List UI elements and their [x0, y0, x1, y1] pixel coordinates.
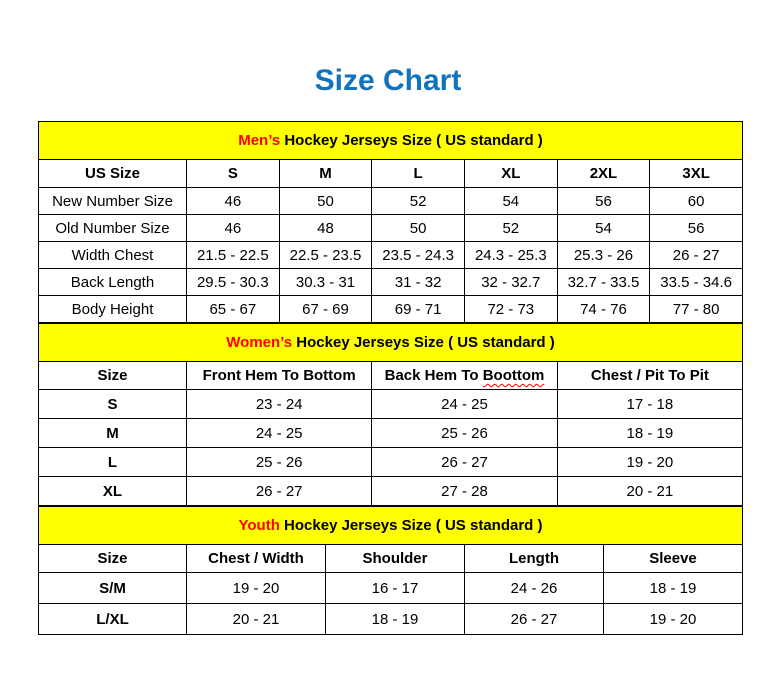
- mens-size-table: [38, 121, 743, 323]
- mens-row-2: [39, 242, 743, 269]
- mens-table-cell: 23.5 - 24.3: [372, 242, 465, 269]
- misspelled-word: Boottom: [482, 367, 545, 384]
- youth-section-row: [39, 507, 743, 545]
- womens-row-label: M: [39, 419, 187, 448]
- youth-table-cell: 18 - 19: [604, 573, 743, 604]
- youth-section-rest: Hockey Jerseys Size ( US standard ): [279, 517, 543, 534]
- womens-column-header-text: Back Hem To: [384, 367, 483, 384]
- womens-row-2: [39, 448, 743, 477]
- youth-table-cell: 16 - 17: [326, 573, 465, 604]
- womens-table-cell: 20 - 21: [557, 477, 742, 506]
- mens-table-cell: 60: [650, 188, 743, 215]
- mens-table-cell: 72 - 73: [464, 296, 557, 323]
- womens-row-3: [39, 477, 743, 506]
- mens-row-1: [39, 215, 743, 242]
- mens-row-0: [39, 188, 743, 215]
- mens-column-header-row: [39, 160, 743, 188]
- youth-section-highlight: Youth: [238, 517, 280, 534]
- youth-column-header-2: Shoulder: [326, 545, 465, 573]
- mens-row-label: Old Number Size: [39, 215, 187, 242]
- mens-table-cell: 56: [557, 188, 650, 215]
- womens-table-cell: 25 - 26: [372, 419, 557, 448]
- mens-row-label: New Number Size: [39, 188, 187, 215]
- youth-table-cell: 18 - 19: [326, 604, 465, 635]
- mens-column-header-4: XL: [464, 160, 557, 188]
- mens-row-label: Body Height: [39, 296, 187, 323]
- womens-table-cell: 19 - 20: [557, 448, 742, 477]
- womens-row-1: [39, 419, 743, 448]
- mens-column-header-6: 3XL: [650, 160, 743, 188]
- youth-column-header-4: Sleeve: [604, 545, 743, 573]
- mens-table-cell: 50: [279, 188, 372, 215]
- mens-section-row: [39, 122, 743, 160]
- mens-table-cell: 52: [372, 188, 465, 215]
- womens-size-table: [38, 323, 743, 506]
- womens-table-cell: 24 - 25: [187, 419, 372, 448]
- mens-row-label: Width Chest: [39, 242, 187, 269]
- youth-table-cell: 19 - 20: [604, 604, 743, 635]
- youth-row-label: L/XL: [39, 604, 187, 635]
- womens-table-cell: 25 - 26: [187, 448, 372, 477]
- mens-table-cell: 67 - 69: [279, 296, 372, 323]
- womens-section-rest: Hockey Jerseys Size ( US standard ): [292, 334, 555, 351]
- mens-row-label: Back Length: [39, 269, 187, 296]
- womens-row-label: L: [39, 448, 187, 477]
- mens-row-3: [39, 269, 743, 296]
- womens-column-header-0: Size: [39, 362, 187, 390]
- womens-row-label: S: [39, 390, 187, 419]
- size-chart: [38, 121, 742, 635]
- womens-column-header-2: [372, 362, 557, 390]
- mens-table-cell: 33.5 - 34.6: [650, 269, 743, 296]
- womens-section-row: [39, 324, 743, 362]
- mens-table-cell: 48: [279, 215, 372, 242]
- mens-table-cell: 69 - 71: [372, 296, 465, 323]
- womens-table-cell: 18 - 19: [557, 419, 742, 448]
- mens-table-cell: 22.5 - 23.5: [279, 242, 372, 269]
- youth-table-cell: 26 - 27: [465, 604, 604, 635]
- mens-table-cell: 46: [187, 215, 280, 242]
- mens-table-cell: 50: [372, 215, 465, 242]
- mens-table-cell: 54: [557, 215, 650, 242]
- womens-column-header-1: Front Hem To Bottom: [187, 362, 372, 390]
- youth-column-header-row: [39, 545, 743, 573]
- womens-row-label: XL: [39, 477, 187, 506]
- mens-table-cell: 29.5 - 30.3: [187, 269, 280, 296]
- mens-table-cell: 52: [464, 215, 557, 242]
- mens-table-cell: 24.3 - 25.3: [464, 242, 557, 269]
- mens-section-header: [39, 122, 743, 160]
- youth-column-header-1: Chest / Width: [187, 545, 326, 573]
- youth-column-header-0: Size: [39, 545, 187, 573]
- mens-section-highlight: Men’s: [238, 132, 281, 149]
- mens-table-cell: 31 - 32: [372, 269, 465, 296]
- mens-section-rest: Hockey Jerseys Size ( US standard ): [280, 132, 543, 149]
- mens-table-cell: 74 - 76: [557, 296, 650, 323]
- womens-table-cell: 26 - 27: [372, 448, 557, 477]
- womens-table-cell: 27 - 28: [372, 477, 557, 506]
- womens-column-header-3: Chest / Pit To Pit: [557, 362, 742, 390]
- womens-section-header: [39, 324, 743, 362]
- mens-table-cell: 54: [464, 188, 557, 215]
- womens-section-highlight: Women’s: [226, 334, 293, 351]
- womens-table-cell: 23 - 24: [187, 390, 372, 419]
- youth-row-0: [39, 573, 743, 604]
- youth-table-cell: 20 - 21: [187, 604, 326, 635]
- mens-column-header-3: L: [372, 160, 465, 188]
- mens-table-cell: 32 - 32.7: [464, 269, 557, 296]
- youth-table-cell: 24 - 26: [465, 573, 604, 604]
- mens-column-header-2: M: [279, 160, 372, 188]
- youth-row-1: [39, 604, 743, 635]
- mens-table-cell: 25.3 - 26: [557, 242, 650, 269]
- youth-column-header-3: Length: [465, 545, 604, 573]
- mens-column-header-0: US Size: [39, 160, 187, 188]
- youth-table-cell: 19 - 20: [187, 573, 326, 604]
- mens-row-4: [39, 296, 743, 323]
- mens-table-cell: 46: [187, 188, 280, 215]
- womens-row-0: [39, 390, 743, 419]
- mens-table-cell: 56: [650, 215, 743, 242]
- mens-table-cell: 77 - 80: [650, 296, 743, 323]
- youth-section-header: [39, 507, 743, 545]
- mens-column-header-5: 2XL: [557, 160, 650, 188]
- womens-column-header-row: [39, 362, 743, 390]
- mens-table-cell: 32.7 - 33.5: [557, 269, 650, 296]
- mens-table-cell: 21.5 - 22.5: [187, 242, 280, 269]
- womens-table-cell: 17 - 18: [557, 390, 742, 419]
- mens-column-header-1: S: [187, 160, 280, 188]
- womens-table-cell: 26 - 27: [187, 477, 372, 506]
- mens-table-cell: 26 - 27: [650, 242, 743, 269]
- womens-table-cell: 24 - 25: [372, 390, 557, 419]
- youth-size-table: [38, 506, 743, 635]
- page-title: Size Chart: [314, 64, 462, 97]
- mens-table-cell: 30.3 - 31: [279, 269, 372, 296]
- mens-table-cell: 65 - 67: [187, 296, 280, 323]
- youth-row-label: S/M: [39, 573, 187, 604]
